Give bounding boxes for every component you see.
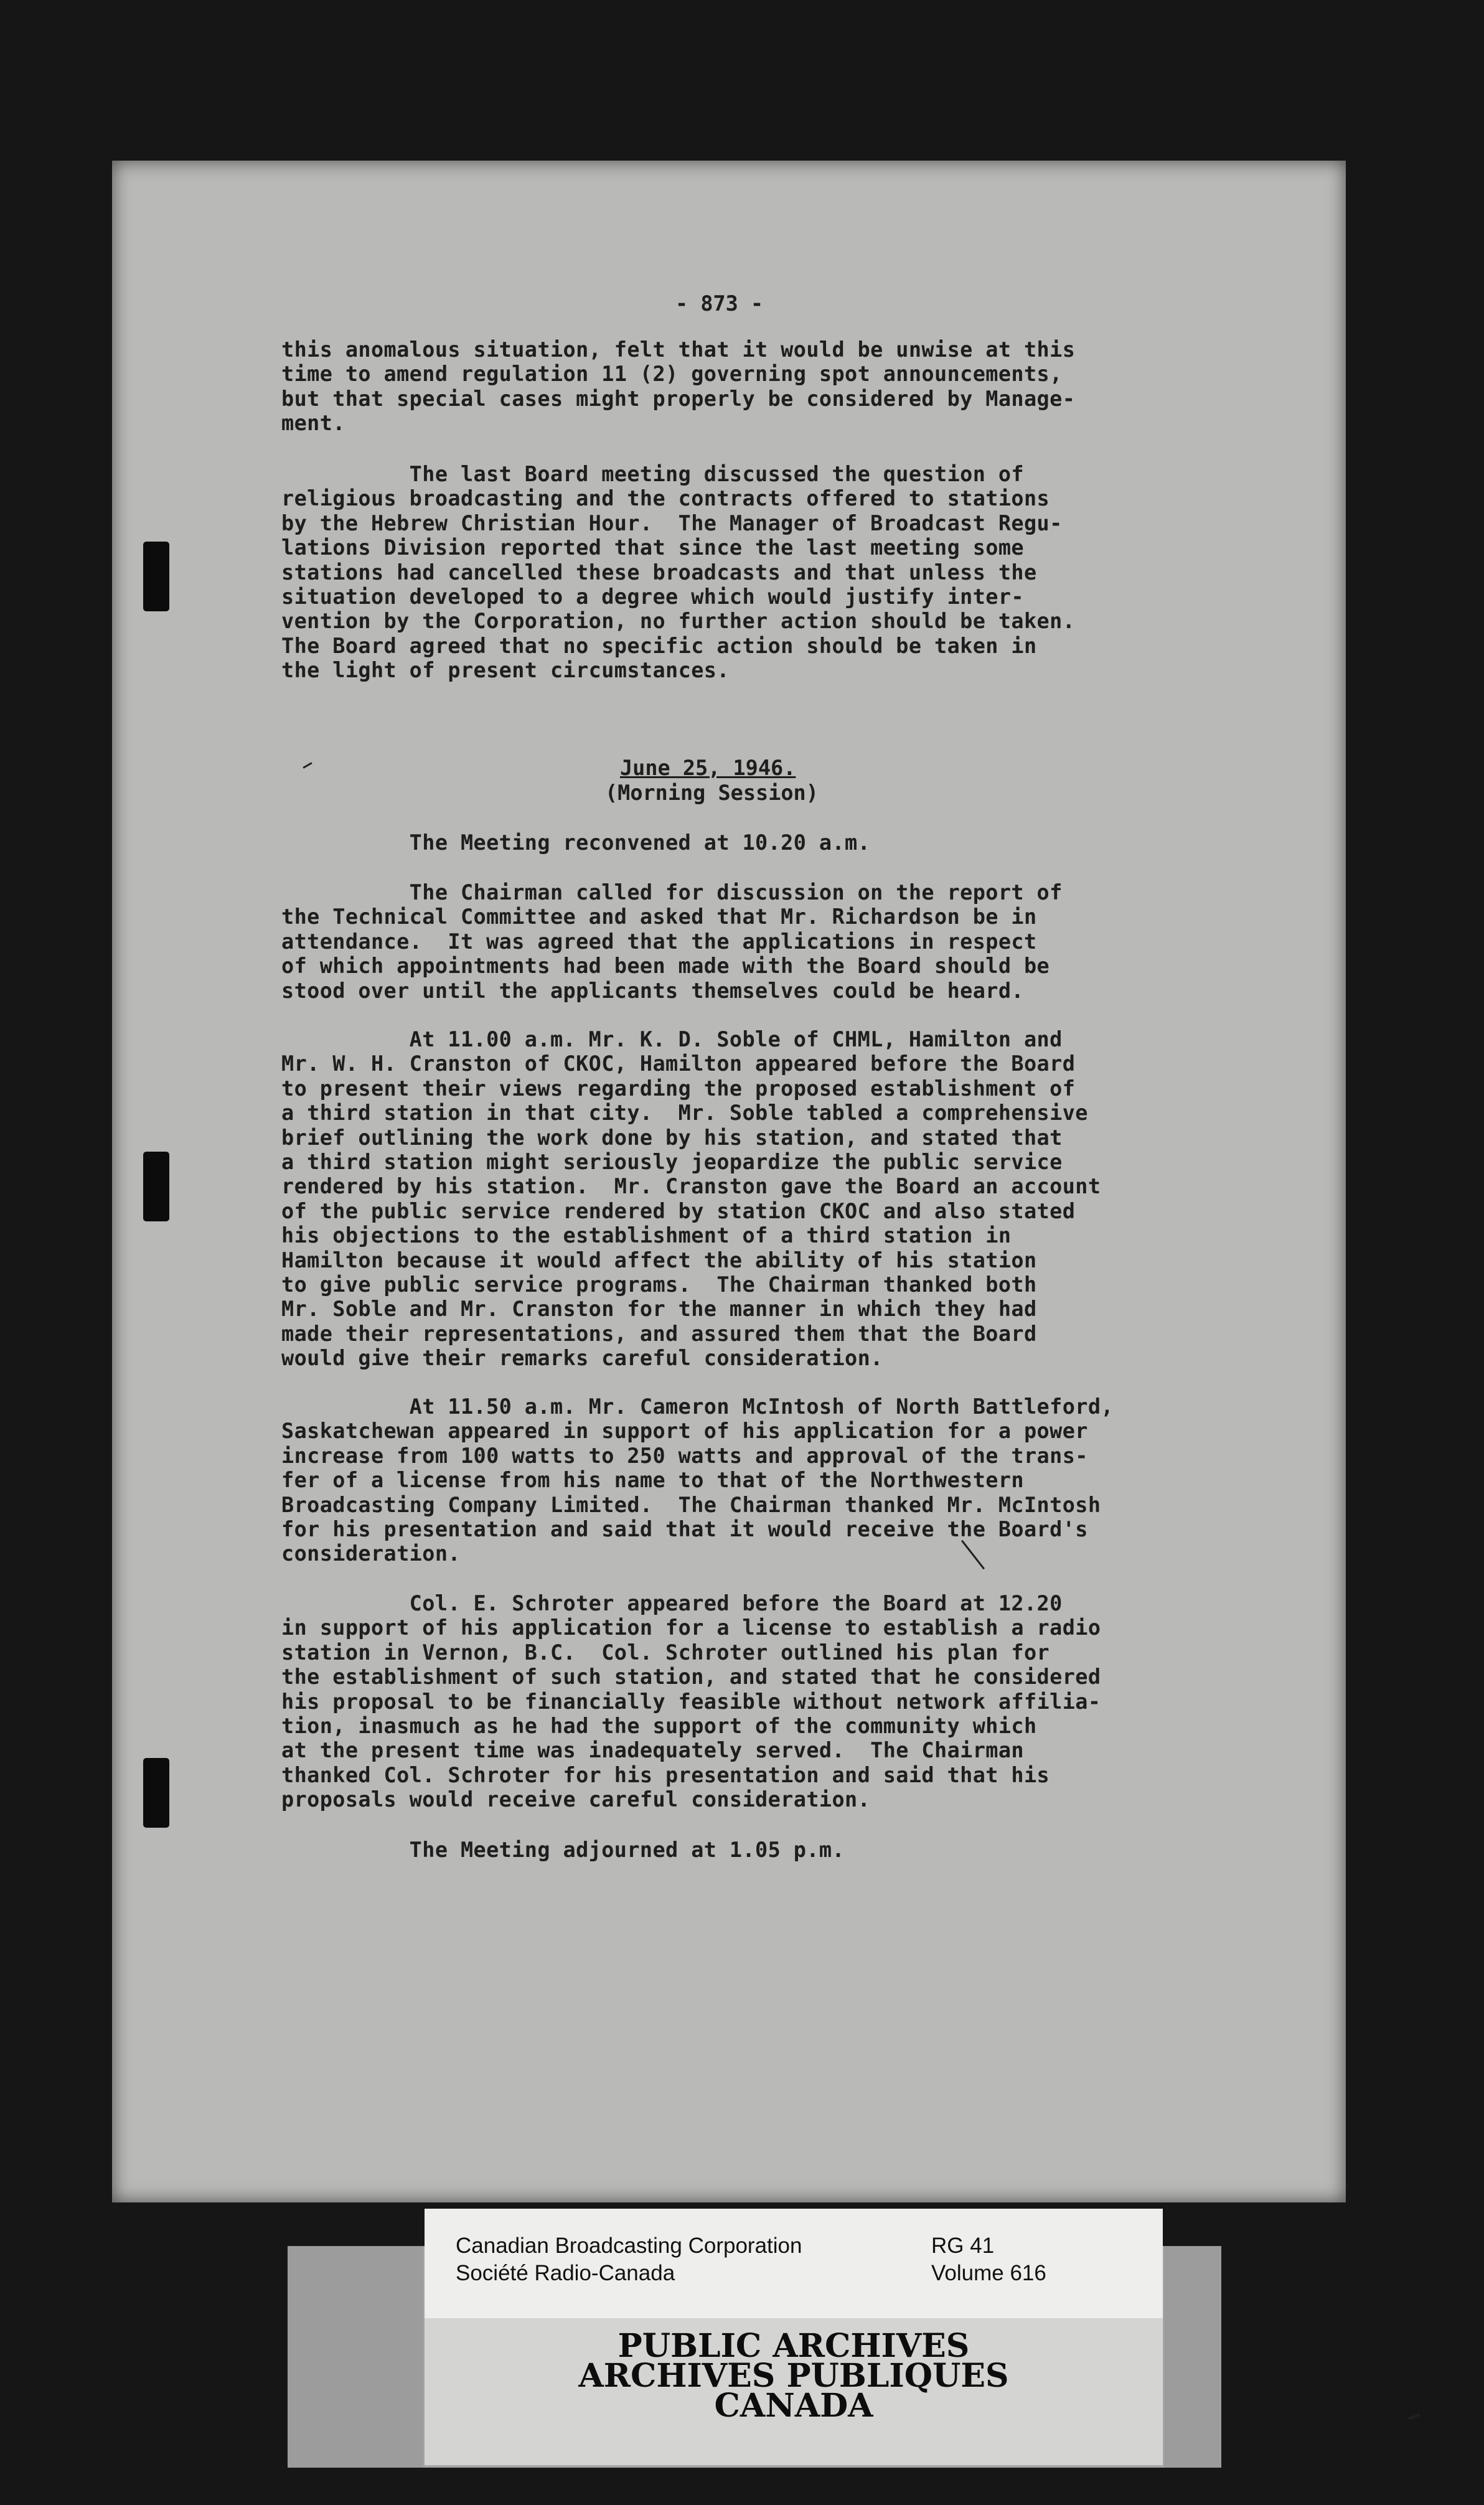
- paragraph-hamilton-stations: At 11.00 a.m. Mr. K. D. Soble of CHML, Hamilton and Mr. W. H. Cranston of CKOC, Hamilton appeared before the Board to present their views regarding the proposed establishment of a third station in that city. Mr. Soble tabled a comprehensive brief outlining the work done by his station, and stated that a third station might seriously jeopardize the public service rendered by his station. Mr. Cranston gave the Board an account of the public service rendered by station CKOC and also stated his objections to the establishment of a third station in Hamilton because it would affect the ability of his station to give public service programs. The Chairman thanked both Mr. Soble and Mr. Cranston for the manner in which they had made their representations, and assured them that the Board would give their remarks careful consideration.: [281, 1027, 1101, 1371]
- binder-hole-top: [143, 542, 169, 611]
- archive-label: [425, 2209, 1163, 2318]
- page-number: - 873 -: [675, 291, 764, 316]
- paragraph-schroter-application: Col. E. Schroter appeared before the Board at 12.20 in support of his application for a license to establish a radio station in Vernon, B.C. Col. Schroter outlined his plan for the establishment of such station, and stated that he considered his proposal to be financially feasible without network affilia- tion, inasmuch as he had the support of the community which at the present time was inadequately served. The Chairman thanked Col. Schroter for his presentation and said that his proposals would receive careful consideration.: [281, 1591, 1101, 1812]
- stray-mark: [1408, 2413, 1421, 2420]
- stamp-line-canada: CANADA: [714, 2387, 873, 2425]
- archive-volume: Volume 616: [931, 2261, 1046, 2285]
- archive-org-english: Canadian Broadcasting Corporation: [456, 2234, 802, 2258]
- paragraph-religious-broadcasting: The last Board meeting discussed the question of religious broadcasting and the contracts offered to stations by the Hebrew Christian Hour. The Manager of Broadcast Regu- lations Division reported that since the last meeting some stations had cancelled these broadcasts and that unless the situation developed to a degree which would justify inter- vention by the Corporation, no further action should be taken. The Board agreed that no specific action should be taken in the light of present circumstances.: [281, 462, 1076, 683]
- archive-record-group: RG 41: [931, 2234, 995, 2258]
- paragraph-technical-committee: The Chairman called for discussion on the report of the Technical Committee and asked that Mr. Richardson be in attendance. It was agreed that the applications in respect of which appointments had been made with the Board should be stood over until the applicants themselves could be heard.: [281, 880, 1063, 1003]
- stamp-line-archives-publiques: ARCHIVES PUBLIQUES: [578, 2357, 1009, 2395]
- paragraph-meeting-reconvened: The Meeting reconvened at 10.20 a.m.: [281, 830, 871, 855]
- binder-hole-middle: [143, 1152, 169, 1221]
- session-heading: (Morning Session): [605, 781, 819, 805]
- paragraph-continuation: this anomalous situation, felt that it would be unwise at this time to amend regulation 11 (2) governing spot announcements, but that special cases might properly be considered by Manage- ment.: [281, 337, 1076, 436]
- binder-hole-bottom: [143, 1758, 169, 1828]
- archive-org-french: Société Radio-Canada: [456, 2261, 675, 2285]
- paragraph-meeting-adjourned: The Meeting adjourned at 1.05 p.m.: [281, 1838, 845, 1862]
- meeting-date-heading: June 25, 1946.: [620, 756, 796, 780]
- archives-stamp: [425, 2318, 1163, 2465]
- paragraph-mcintosh-application: At 11.50 a.m. Mr. Cameron McIntosh of North Battleford, Saskatchewan appeared in support of his application for a power increase from 100 watts to 250 watts and approval of the trans- fer of a license from his name to that of the Northwestern Broadcasting Company Limited. The Chairman thanked Mr. McIntosh for his presentation and said that it would receive the Board's consideration.: [281, 1394, 1114, 1566]
- stamp-line-public-archives: PUBLIC ARCHIVES: [618, 2327, 970, 2365]
